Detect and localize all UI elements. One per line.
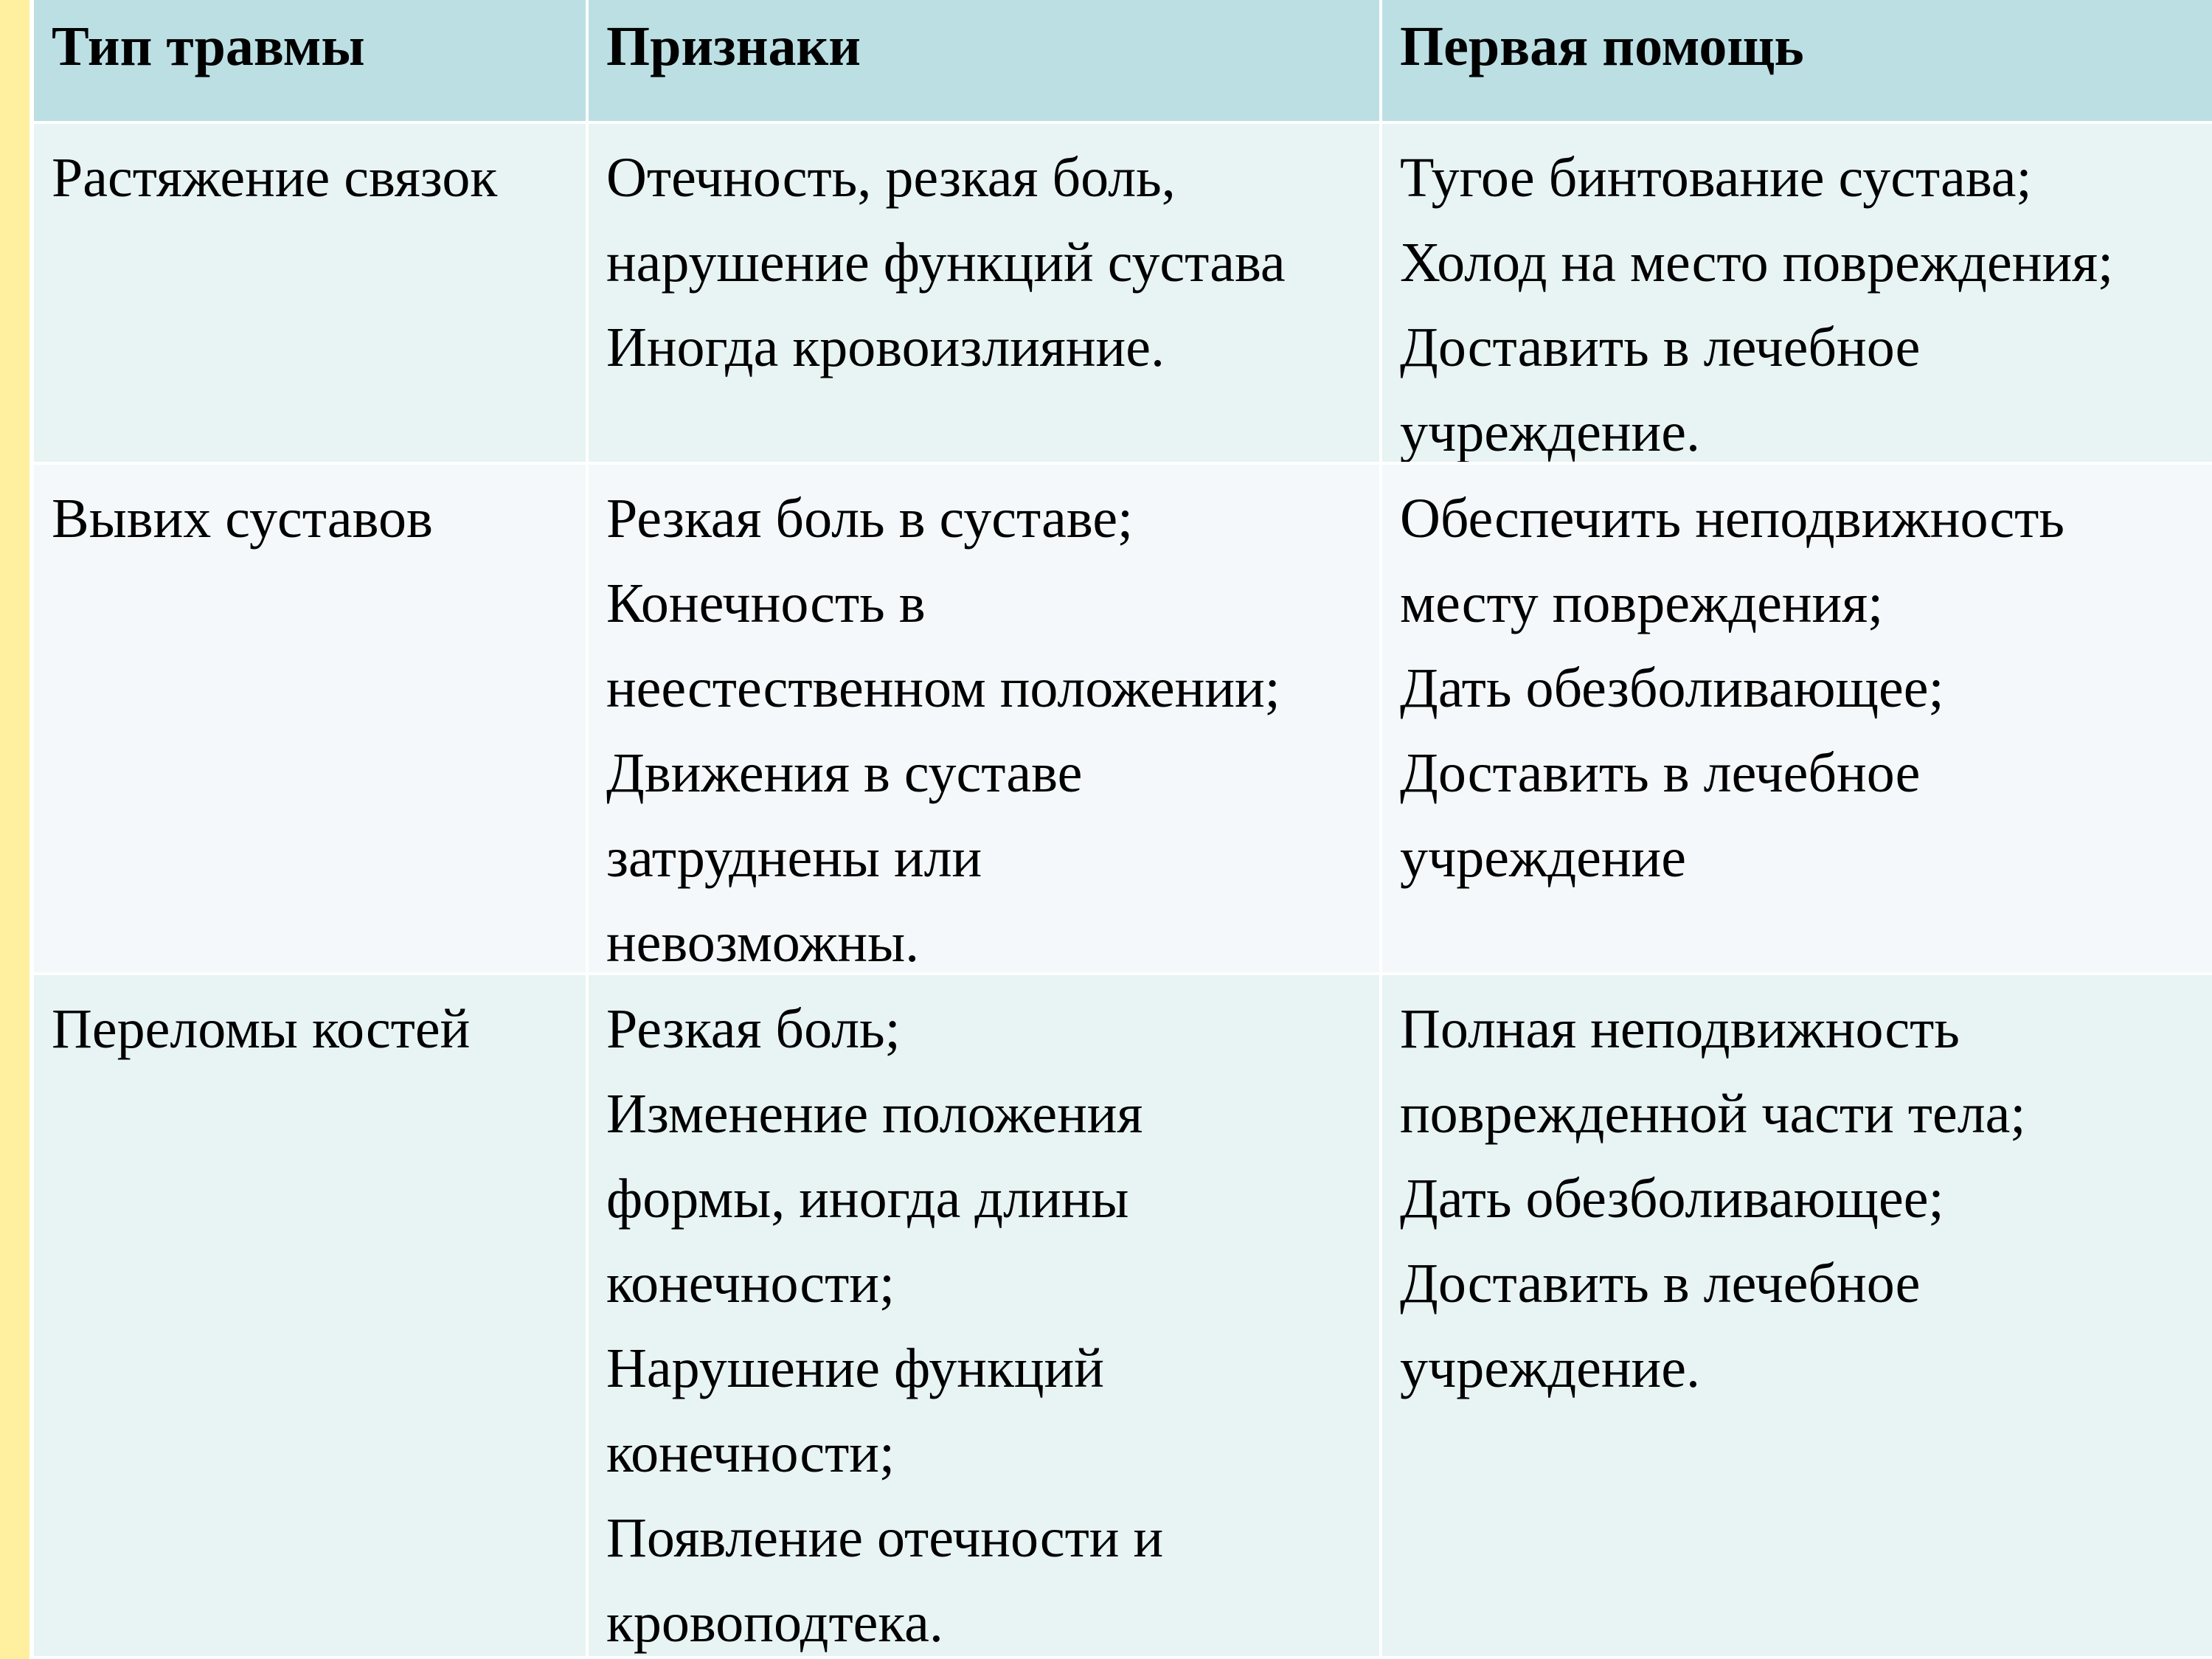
row-1-injury-type [34,124,589,465]
row-3-injury-type [34,975,589,1659]
text-line: Полная неподвижность [1400,998,1960,1060]
text-line: Доставить в лечебное [1400,1253,1921,1315]
text-line: Дать обезболивающее; [1400,1168,1944,1230]
row-1-signs [589,124,1382,465]
text-line: Появление отечности и [606,1507,1164,1569]
text-line: Резкая боль; [606,998,901,1060]
text-line: Доставить в лечебное [1400,742,1921,804]
text-line: Движения в суставе [606,742,1083,804]
text-line: Обеспечить неподвижность [1400,488,2064,550]
text-line: конечности; [606,1422,895,1484]
text-line: формы, иногда длины [606,1168,1129,1230]
text-line: конечности; [606,1253,895,1315]
header-injury-type: Тип травмы [34,0,589,124]
text-line: Иногда кровоизлияние. [606,316,1165,378]
row-2-injury-type [34,465,589,975]
left-accent-bar [0,0,30,1659]
header-signs: Признаки [589,0,1382,124]
text-line: затруднены или [606,827,982,889]
text-line: Вывих суставов [52,488,433,550]
text-line: Холод на место повреждения; [1400,232,2114,294]
text-line: Растяжение связок [52,147,498,209]
row-3-signs [589,975,1382,1659]
text-line: учреждение [1400,827,1686,889]
text-line: Нарушение функций [606,1337,1104,1399]
text-line: Дать обезболивающее; [1400,657,1944,719]
text-line: невозможны. [606,912,920,974]
text-line: Конечность в [606,572,926,634]
row-1-first-aid [1382,124,2212,465]
text-line: поврежденной части тела; [1400,1083,2026,1145]
text-line: учреждение. [1400,401,1700,463]
injury-first-aid-table [34,0,2212,1659]
text-line: Изменение положения [606,1083,1143,1145]
text-line: нарушение функций сустава [606,232,1286,294]
text-line: неестественном положении; [606,657,1280,719]
text-line: Тугое бинтование сустава; [1400,147,2032,209]
header-first-aid: Первая помощь [1382,0,2212,124]
row-3-first-aid [1382,975,2212,1659]
text-line: кровоподтека. [606,1592,943,1654]
text-line: Доставить в лечебное [1400,316,1921,378]
text-line: Переломы костей [52,998,471,1060]
row-2-signs [589,465,1382,975]
text-line: учреждение. [1400,1337,1700,1399]
text-line: Отечность, резкая боль, [606,147,1176,209]
text-line: Резкая боль в суставе; [606,488,1134,550]
row-2-first-aid [1382,465,2212,975]
text-line: месту повреждения; [1400,572,1884,634]
